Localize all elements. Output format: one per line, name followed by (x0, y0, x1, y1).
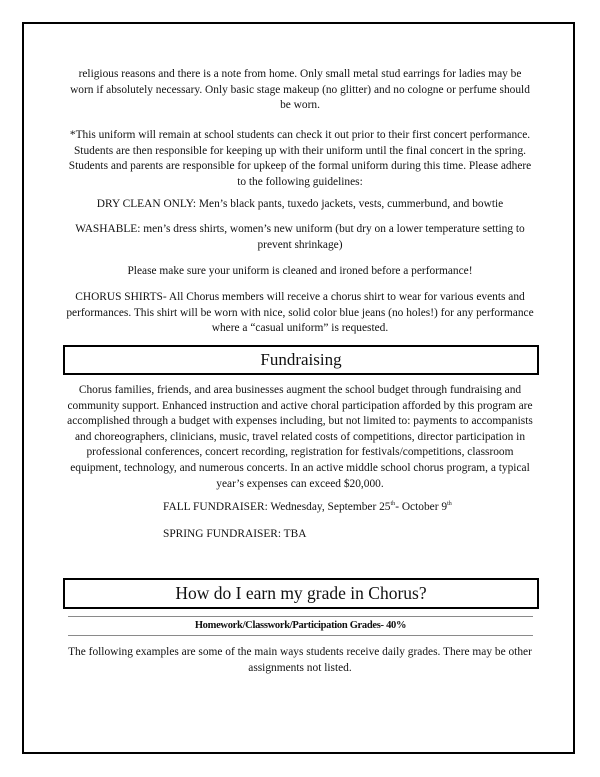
washable-guideline: WASHABLE: men’s dress shirts, women’s new uniform (but dry on a lower temperature setting to prevent shrinkage) (75, 223, 525, 251)
dry-clean-guideline: DRY CLEAN ONLY: Men’s black pants, tuxedo jackets, vests, cummerbund, and bowtie (96, 198, 504, 210)
subheading-rule-bottom (68, 635, 533, 636)
uniform-checkout-paragraph: *This uniform will remain at school students can check it out prior to their first concert performance. Students are then responsible for keeping up with their uniform until the final concert in the spring. Students and parents are responsible for upkeep of the formal uniform during this time. Please adhere to the following guidelines: (68, 129, 532, 188)
fundraising-heading: Fundraising (260, 350, 342, 369)
grade-heading-box (63, 578, 539, 609)
grade-paragraph: The following examples are some of the main ways students receive daily grades. There may be other assignments not listed. (68, 646, 532, 674)
fall-fundraiser-label: FALL FUNDRAISER: Wednesday, September 25 (163, 501, 391, 513)
chorus-shirts-paragraph: CHORUS SHIRTS- All Chorus members will receive a chorus shirt to wear for various events and performances. This shirt will be worn with nice, solid color blue jeans (no holes!) for any performance where a “casual uniform” is requested. (66, 291, 534, 335)
fall-fundraiser-sup-2: th (447, 501, 452, 507)
grade-heading: How do I earn my grade in Chorus? (175, 583, 427, 603)
grade-subheading: Homework/Classwork/Participation Grades- 40% (194, 620, 407, 631)
fall-fundraiser-sup-1: th (390, 501, 396, 507)
fundraising-paragraph: Chorus families, friends, and area businesses augment the school budget through fundraising and community support. Enhanced instruction and active choral participation afforded by this program are accomplished through a budget with expenses including, but not limited to: payments to accompanists and choreographers, clinicians, music, travel related costs of competitions, director participation in professional conferences, concert recording, registration for festivals/competitions, classroom equipment, technology, and numerous concerts. In an active middle school chorus program, a typical year’s expenses can exceed $20,000. (67, 384, 533, 490)
spring-fundraiser-line: SPRING FUNDRAISER: TBA (163, 528, 307, 540)
fall-fundraiser-line (163, 500, 452, 515)
subheading-rule-top (68, 616, 533, 617)
fall-fundraiser-end: - October 9 (395, 501, 448, 513)
cleaning-reminder: Please make sure your uniform is cleaned and ironed before a performance! (127, 265, 473, 277)
fundraising-heading-box (63, 345, 539, 375)
uniform-continued-paragraph: religious reasons and there is a note from home. Only small metal stud earrings for ladies may be worn if absolutely necessary. Only basic stage makeup (no glitter) and no cologne or perfume should be worn. (70, 68, 530, 112)
